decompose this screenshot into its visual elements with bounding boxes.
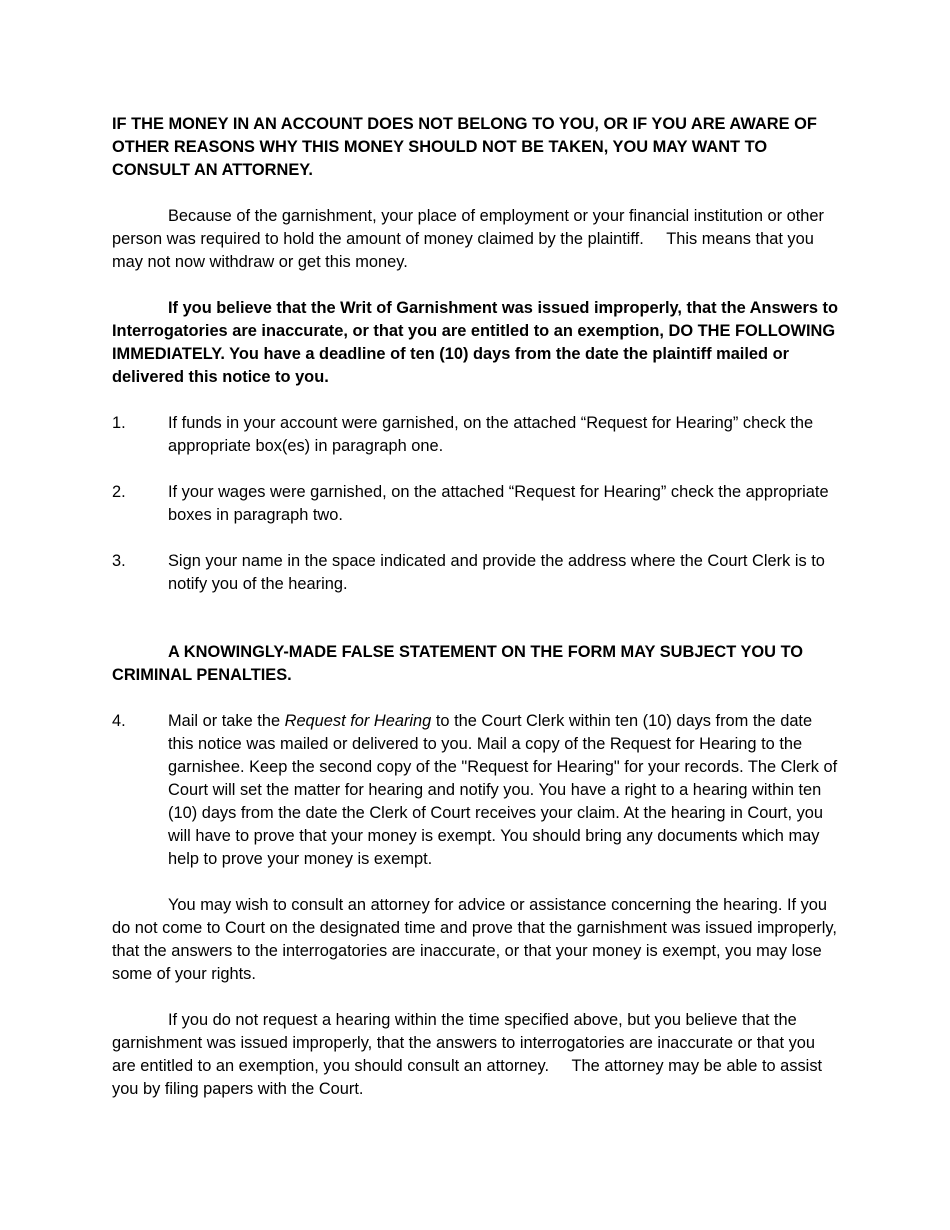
list-item [112,710,840,871]
penalty-warning: A KNOWINGLY-MADE FALSE STATEMENT ON THE FORM MAY SUBJECT YOU TO CRIMINAL PENALTIES. [112,643,804,684]
list-item-text: If your wages were garnished, on the attached “Request for Hearing” check the appropriate boxes in paragraph two. [168,483,829,524]
warning-heading: IF THE MONEY IN AN ACCOUNT DOES NOT BELONG TO YOU, OR IF YOU ARE AWARE OF OTHER REASONS WHY THIS MONEY SHOULD NOT BE TAKEN, YOU MAY WANT TO CONSULT AN ATTORNEY. [112,115,817,179]
list-item-text: Sign your name in the space indicated and provide the address where the Court Clerk is to notify you of the hearing. [168,552,825,593]
list-item-text: If funds in your account were garnished, on the attached “Request for Hearing” check the appropriate box(es) in paragraph one. [168,414,814,455]
list-item-text [168,710,840,871]
list-item-number: 2. [112,483,126,501]
list-item [112,481,840,527]
document-page [112,113,840,1101]
no-hearing-paragraph: If you do not request a hearing within the time specified above, but you believe that the garnishment was issued improperly, that the answers to interrogatories are inaccurate or that you are entitled to an exemption, you should consult an attorney. The attorney may be able to assist you by filing papers with the Court. [112,1011,823,1098]
step4-lead: Mail or take the [168,712,285,730]
step4-form-title: Request for Hearing [284,712,432,730]
step4-rest: to the Court Clerk within ten (10) days from the date this notice was mailed or delivered to you. Mail a copy of the Request for Hearing to the garnishee. Keep the second copy of the "Request for Hearing" for your records. The Clerk of Court will set the matter for hearing and notify you. You have a right to a hearing within ten (10) days from the date the Clerk of Court receives your claim. At the hearing in Court, you will have to prove that your money is exempt. You should bring any documents which may help to prove your money is exempt. [168,712,838,868]
list-item-number: 1. [112,414,126,432]
list-item [112,412,840,458]
consult-paragraph: You may wish to consult an attorney for advice or assistance concerning the hearing. If you do not come to Court on the designated time and prove that the garnishment was issued improperly, that the answers to the interrogatories are inaccurate, or that your money is exempt, you may lose some of your rights. [112,896,837,983]
instructions-paragraph: If you believe that the Writ of Garnishment was issued improperly, that the Answers to Interrogatories are inaccurate, or that you are entitled to an exemption, DO THE FOLLOWING IMMEDIATELY. You have a deadline of ten (10) days from the date the plaintiff mailed or delivered this notice to you. [112,299,839,386]
list-item [112,550,840,596]
list-item-number: 4. [112,712,126,730]
garnishment-paragraph: Because of the garnishment, your place of employment or your financial institution or other person was required to hold the amount of money claimed by the plaintiff. This means that you may not now withdraw or get this money. [112,207,824,271]
list-item-number: 3. [112,552,126,570]
